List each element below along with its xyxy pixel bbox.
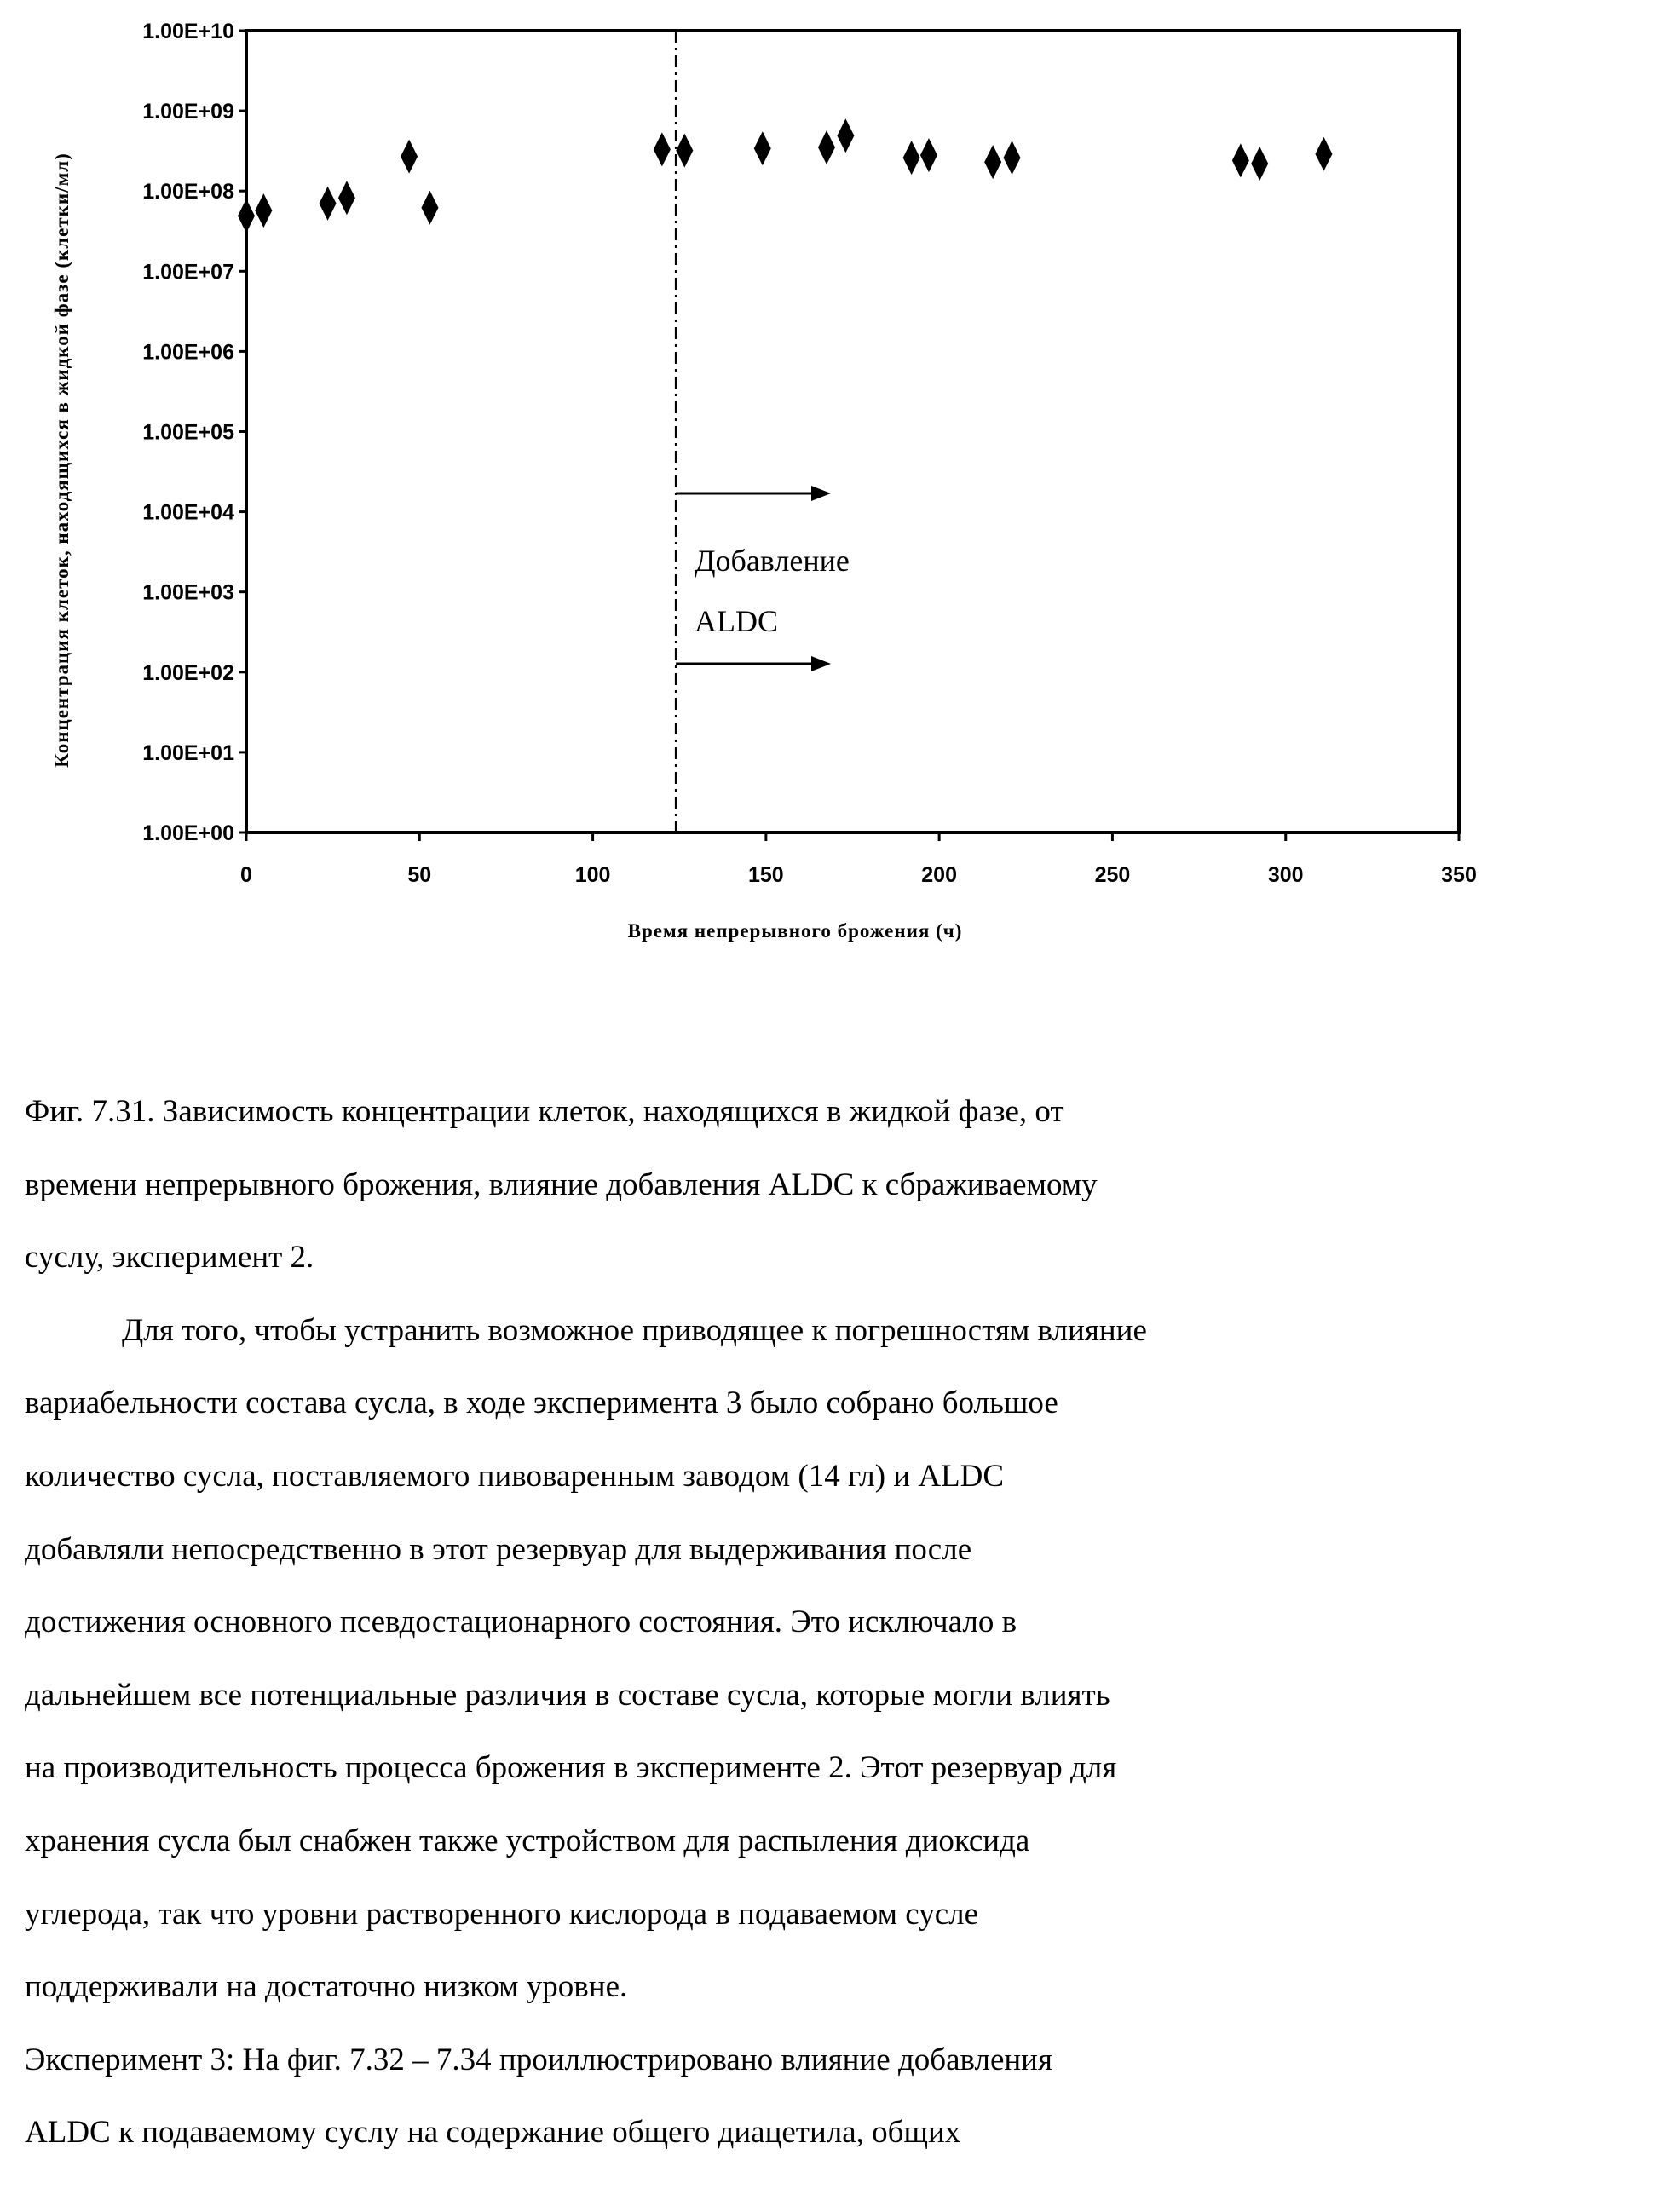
arrow-head-icon [811, 486, 831, 501]
paragraph-line: хранения сусла был снабжен также устройством для распыления диоксида [25, 1805, 1627, 1878]
x-tick-label: 300 [1268, 863, 1304, 887]
data-point [401, 140, 418, 174]
paragraph-line: поддерживали на достаточно низком уровне. [25, 1950, 1627, 2024]
data-point [984, 145, 1001, 179]
data-point [1251, 147, 1268, 181]
data-point [1004, 141, 1021, 175]
data-point [754, 131, 771, 165]
data-point [1232, 143, 1249, 177]
y-tick-label: 1.00E+04 [142, 501, 234, 525]
paragraph-line: добавляли непосредственно в этот резервуар для выдерживания после [25, 1513, 1627, 1587]
scatter-chart [0, 0, 1660, 980]
y-tick-label: 1.00E+05 [142, 421, 234, 445]
paragraph-line: количество сусла, поставляемого пивоваренным заводом (14 гл) и ALDC [25, 1440, 1627, 1513]
paragraph-line: ALDC к подаваемому суслу на содержание общего диацетила, общих [25, 2096, 1627, 2169]
y-tick-label: 1.00E+03 [142, 581, 234, 605]
caption-line: времени непрерывного брожения, влияние добавления ALDC к сбраживаемому [25, 1149, 1627, 1222]
x-axis [240, 832, 1477, 887]
data-point [338, 181, 355, 215]
body-text [25, 1075, 1627, 2169]
paragraph-line: Эксперимент 3: На фиг. 7.32 – 7.34 проиллюстрировано влияние добавления [25, 2024, 1627, 2097]
paragraph-line: углерода, так что уровни растворенного кислорода в подаваемом сусле [25, 1878, 1627, 1951]
x-tick-label: 350 [1441, 863, 1477, 887]
annotation-arrows [676, 486, 831, 671]
y-tick-label: 1.00E+08 [142, 180, 234, 204]
x-axis-title: Время непрерывного брожения (ч) [628, 920, 963, 942]
data-point [1315, 137, 1332, 171]
arrow-head-icon [811, 656, 831, 671]
paragraph-line: Для того, чтобы устранить возможное приводящее к погрешностям влияние [25, 1294, 1627, 1368]
data-point [837, 118, 854, 153]
data-point [238, 199, 255, 233]
y-tick-label: 1.00E+01 [142, 741, 234, 765]
paragraph-line: достижения основного псевдостационарного состояния. Это исключало в [25, 1586, 1627, 1659]
data-point [255, 193, 272, 228]
paragraph-line: на производительность процесса брожения в эксперименте 2. Этот резервуар для [25, 1731, 1627, 1805]
y-tick-label: 1.00E+02 [142, 661, 234, 685]
data-point [676, 134, 693, 168]
y-tick-label: 1.00E+00 [142, 821, 234, 845]
data-point [654, 132, 671, 166]
x-tick-label: 100 [575, 863, 611, 887]
y-tick-label: 1.00E+10 [142, 20, 234, 43]
data-point [818, 130, 835, 164]
caption-line: Фиг. 7.31. Зависимость концентрации клеток, находящихся в жидкой фазе, от [25, 1075, 1627, 1149]
x-tick-label: 50 [407, 863, 431, 887]
data-point [320, 187, 337, 221]
y-tick-label: 1.00E+06 [142, 340, 234, 364]
annotation-line1: Добавление [695, 544, 850, 578]
x-tick-label: 0 [240, 863, 252, 887]
y-axis-title: Концентрация клеток, находящихся в жидкой фазе (клетки/мл) [51, 153, 72, 768]
x-tick-label: 150 [748, 863, 784, 887]
x-tick-label: 200 [921, 863, 957, 887]
y-tick-label: 1.00E+07 [142, 260, 234, 284]
paragraph-line: дальнейшем все потенциальные различия в составе сусла, которые могли влиять [25, 1659, 1627, 1732]
plot-frame [246, 31, 1459, 832]
data-point [903, 141, 920, 175]
data-point [421, 191, 438, 225]
data-points [238, 118, 1332, 233]
x-tick-label: 250 [1095, 863, 1131, 887]
y-tick-label: 1.00E+09 [142, 100, 234, 124]
paragraph-line: вариабельности состава сусла, в ходе эксперимента 3 было собрано большое [25, 1367, 1627, 1440]
y-axis [142, 20, 246, 845]
data-point [920, 138, 937, 172]
caption-line: суслу, эксперимент 2. [25, 1221, 1627, 1294]
annotation-line2: ALDC [695, 604, 778, 638]
